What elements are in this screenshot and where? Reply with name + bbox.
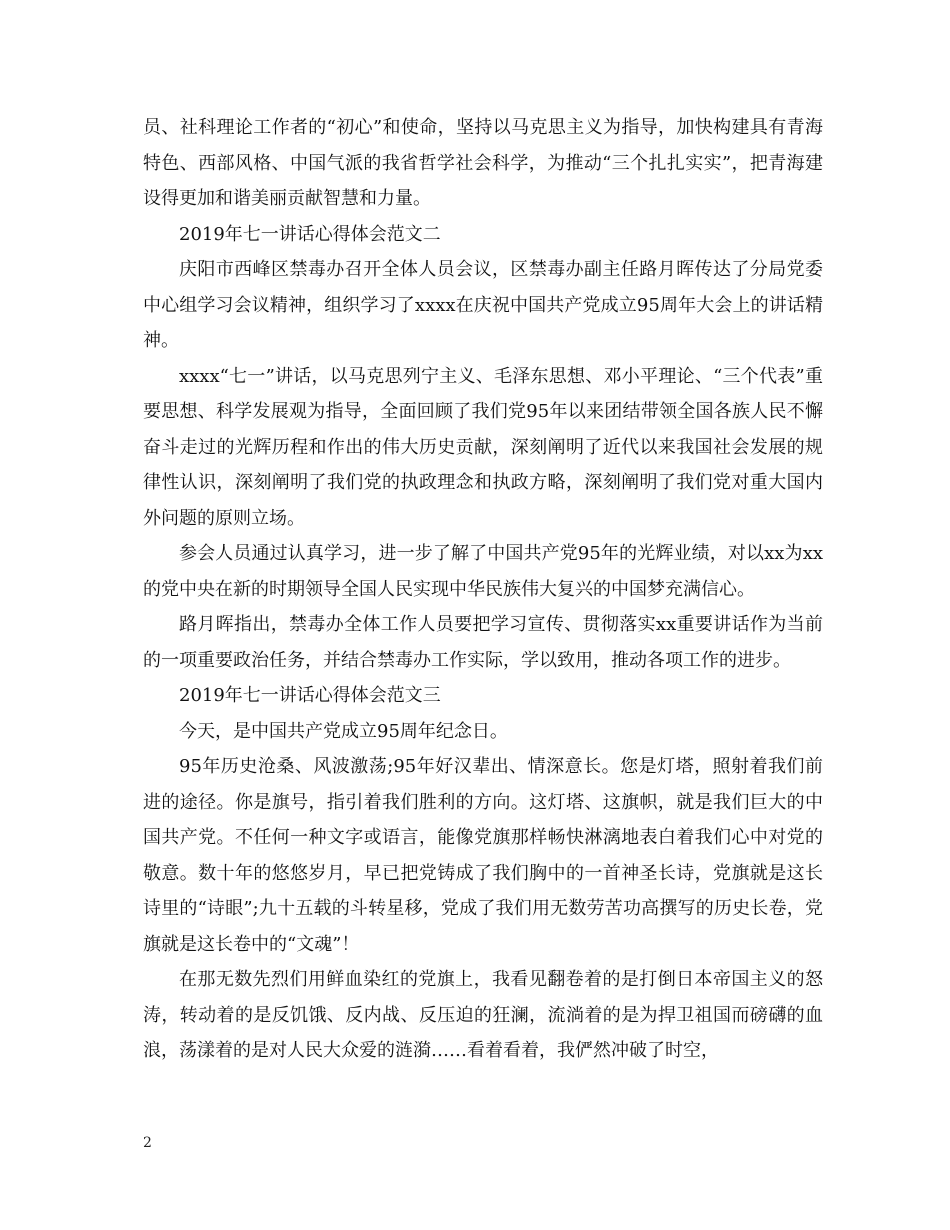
paragraph: 路月晖指出，禁毒办全体工作人员要把学习宣传、贯彻落实xx重要讲话作为当前的一项重要政治任务，并结合禁毒办工作实际，学以致用，推动各项工作的进步。 xyxy=(143,614,823,671)
paragraph: 今天，是中国共产党成立95周年纪念日。 xyxy=(179,720,508,742)
document-body xyxy=(143,110,823,1069)
paragraph: 参会人员通过认真学习，进一步了解了中国共产党95年的光辉业绩，对以xx为xx的党中央在新的时期领导全国人民实现中华民族伟大复兴的中国梦充满信心。 xyxy=(143,543,823,600)
paragraph: 员、社科理论工作者的“初心”和使命，坚持以马克思主义为指导，加快构建具有青海特色、西部风格、中国气派的我省哲学社会科学，为推动“三个扎扎实实”，把青海建设得更加和谐美丽贡献智慧和力量。 xyxy=(143,117,823,209)
section-heading: 2019年七一讲话心得体会范文三 xyxy=(179,685,441,706)
section-heading: 2019年七一讲话心得体会范文二 xyxy=(179,223,441,245)
paragraph: 在那无数先烈们用鲜血染红的党旗上，我看见翻卷着的是打倒日本帝国主义的怒涛，转动着的是反饥饿、反内战、反压迫的狂澜，流淌着的是为捍卫祖国而磅礴的血浪，荡漾着的是对人民大众爱的涟漪……看着看着，我俨然冲破了时空， xyxy=(143,969,823,1061)
paragraph: 庆阳市西峰区禁毒办召开全体人员会议，区禁毒办副主任路月晖传达了分局党委中心组学习会议精神，组织学习了xxxx在庆祝中国共产党成立95周年大会上的讲话精神。 xyxy=(143,259,823,351)
page-number: 2 xyxy=(143,1135,152,1151)
paragraph: 95年历史沧桑、风波激荡;95年好汉辈出、情深意长。您是灯塔，照射着我们前进的途径。你是旗号，指引着我们胜利的方向。这灯塔、这旗帜，就是我们巨大的中国共产党。不任何一种文字或语言，能像党旗那样畅快淋漓地表白着我们心中对党的敬意。数十年的悠悠岁月，早已把党铸成了我们胸中的一首神圣长诗，党旗就是这长诗里的“诗眼”;九十五载的斗转星移，党成了我们用无数劳苦功高撰写的历史长卷，党旗就是这长卷中的“文魂”！ xyxy=(143,756,823,955)
paragraph: xxxx“七一”讲话，以马克思列宁主义、毛泽东思想、邓小平理论、“三个代表”重要思想、科学发展观为指导，全面回顾了我们党95年以来团结带领全国各族人民不懈奋斗走过的光辉历程和作出的伟大历史贡献，深刻阐明了近代以来我国社会发展的规律性认识，深刻阐明了我们党的执政理念和执政方略，深刻阐明了我们党对重大国内外问题的原则立场。 xyxy=(143,365,823,529)
